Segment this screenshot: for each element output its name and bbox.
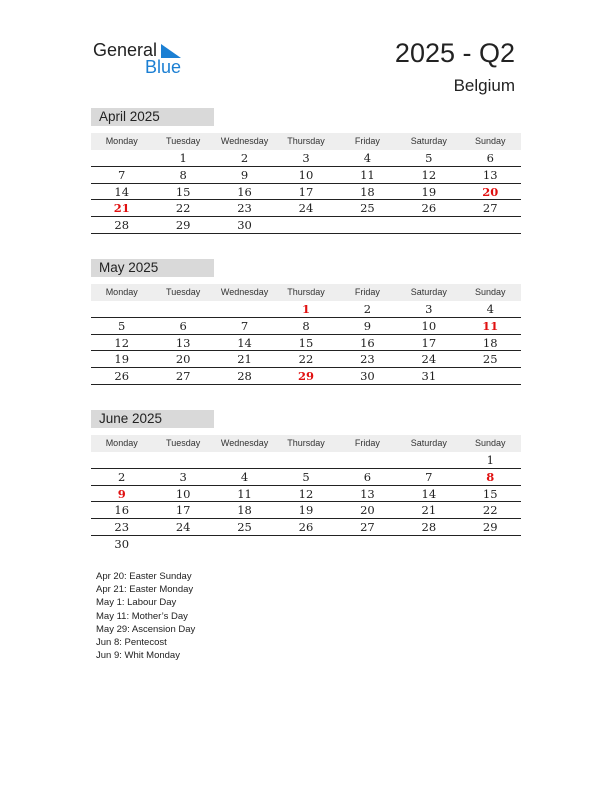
holiday-note: Apr 20: Easter Sunday (96, 571, 192, 582)
day-cell (398, 536, 459, 553)
holiday-note: May 11: Mother’s Day (96, 610, 188, 622)
day-cell: 7 (118, 167, 126, 182)
month-title: June 2025 (91, 410, 214, 428)
day-cell: 22 (482, 503, 498, 518)
day-cell: 6 (179, 318, 187, 333)
day-cell: 25 (482, 352, 498, 367)
day-cell (460, 217, 521, 233)
week-row (91, 335, 521, 352)
day-cell: 15 (175, 184, 191, 199)
week-row (91, 167, 521, 184)
week-row (91, 502, 521, 519)
month-title: May 2025 (91, 259, 214, 277)
day-cell: 5 (425, 151, 433, 165)
weekday-label: Sunday (474, 136, 506, 146)
logo-triangle-icon (161, 44, 181, 58)
day-cell (214, 301, 275, 317)
day-cell: 11 (237, 486, 252, 501)
weekday-header-row (91, 284, 521, 301)
weekday-header-row (91, 133, 521, 150)
day-cell: 28 (237, 369, 252, 384)
weekday-label: Saturday (410, 287, 447, 297)
holiday-notes (96, 570, 195, 662)
day-cell: 24 (175, 520, 191, 535)
day-cell (275, 536, 336, 553)
day-cell: 17 (175, 503, 191, 518)
day-cell: 29 (175, 218, 191, 233)
month-title: April 2025 (91, 108, 214, 126)
month-may (91, 259, 521, 385)
day-cell: 17 (421, 335, 437, 350)
day-cell: 2 (240, 151, 249, 165)
day-cell: 24 (421, 352, 437, 367)
day-cell: 12 (421, 167, 437, 182)
holiday-note: Apr 21: Easter Monday (96, 584, 194, 596)
day-cell: 23 (114, 520, 130, 535)
weekday-label: Thursday (287, 438, 325, 448)
day-cell: 5 (302, 469, 310, 484)
weekday-label: Monday (105, 438, 138, 448)
weekday-label: Friday (354, 136, 380, 146)
day-cell: 9 (240, 167, 249, 182)
day-cell: 12 (298, 486, 314, 501)
weekday-label: Wednesday (220, 136, 269, 146)
day-cell: 11 (360, 167, 375, 182)
day-cell (398, 217, 459, 233)
week-row (91, 519, 521, 536)
weekday-label: Monday (105, 287, 138, 297)
holiday-day-cell: 1 (301, 302, 310, 316)
day-cell: 20 (175, 352, 191, 367)
day-cell: 26 (298, 520, 314, 535)
holiday-note: May 1: Labour Day (96, 597, 177, 609)
day-cell: 21 (237, 352, 252, 367)
day-cell: 18 (237, 503, 252, 518)
day-cell (91, 150, 152, 166)
day-cell (91, 301, 152, 317)
weekday-label: Saturday (410, 438, 447, 448)
day-cell: 6 (486, 151, 494, 165)
day-cell: 30 (360, 369, 375, 384)
day-cell: 10 (175, 486, 191, 501)
week-row (91, 486, 521, 503)
week-row (91, 301, 521, 318)
day-cell: 30 (237, 218, 252, 233)
day-cell: 8 (179, 167, 187, 182)
holiday-day-cell: 11 (482, 318, 499, 333)
weekday-label: Monday (105, 136, 138, 146)
weekday-label: Wednesday (220, 287, 269, 297)
day-cell (337, 217, 398, 233)
day-cell: 28 (114, 218, 130, 233)
logo (93, 40, 193, 80)
day-cell: 24 (298, 201, 314, 216)
week-row (91, 351, 521, 368)
day-cell (214, 452, 275, 468)
day-cell: 13 (360, 486, 375, 501)
week-row (91, 217, 521, 234)
day-cell: 27 (482, 201, 498, 216)
day-cell: 16 (114, 503, 130, 518)
day-cell: 26 (421, 201, 437, 216)
day-cell: 21 (421, 503, 437, 518)
day-cell: 25 (360, 201, 375, 216)
weekday-label: Thursday (287, 136, 325, 146)
day-cell: 7 (425, 469, 433, 484)
day-cell: 19 (421, 184, 437, 199)
day-cell: 3 (425, 302, 433, 316)
weekday-label: Thursday (287, 287, 325, 297)
week-row (91, 150, 521, 167)
day-cell: 1 (179, 151, 187, 165)
day-cell: 30 (114, 536, 130, 551)
day-cell: 28 (421, 520, 437, 535)
weekday-label: Tuesday (166, 287, 201, 297)
day-cell: 3 (179, 469, 187, 484)
holiday-day-cell: 29 (297, 369, 314, 384)
quarter-title: 2025 - Q2 (394, 38, 515, 68)
holiday-day-cell: 20 (482, 184, 499, 199)
month-june (91, 410, 521, 553)
weekday-label: Tuesday (166, 438, 201, 448)
week-row (91, 318, 521, 335)
week-row (91, 536, 521, 553)
day-cell: 19 (298, 503, 314, 518)
weekday-label: Tuesday (166, 136, 201, 146)
week-row (91, 452, 521, 469)
day-cell: 18 (360, 184, 375, 199)
day-cell: 2 (118, 469, 126, 484)
day-cell: 13 (175, 335, 191, 350)
day-cell: 2 (363, 302, 372, 316)
day-cell: 23 (237, 201, 252, 216)
day-cell: 15 (482, 486, 498, 501)
week-row (91, 184, 521, 201)
day-cell: 14 (237, 335, 252, 350)
day-cell (398, 452, 459, 468)
weekday-label: Friday (354, 287, 380, 297)
day-cell: 15 (298, 335, 314, 350)
day-cell: 13 (482, 167, 498, 182)
holiday-day-cell: 21 (113, 201, 130, 216)
day-cell (460, 536, 521, 553)
weekday-header-row (91, 435, 521, 452)
day-cell (337, 536, 398, 553)
week-row (91, 200, 521, 217)
day-cell: 22 (175, 201, 191, 216)
logo-general-text: General (93, 40, 158, 60)
logo-blue-text: Blue (145, 57, 182, 77)
day-cell: 16 (237, 184, 252, 199)
holiday-note: Jun 9: Whit Monday (96, 650, 180, 662)
day-cell: 22 (298, 352, 314, 367)
country-name: Belgium (453, 76, 515, 95)
day-cell: 3 (302, 151, 310, 165)
day-cell: 10 (298, 167, 314, 182)
holiday-day-cell: 8 (486, 469, 495, 484)
day-cell: 5 (118, 318, 126, 333)
day-cell (152, 301, 213, 317)
day-cell: 9 (363, 318, 372, 333)
day-cell (460, 368, 521, 384)
holiday-note: May 29: Ascension Day (96, 623, 196, 635)
day-cell: 31 (421, 369, 437, 384)
day-cell: 4 (486, 302, 494, 316)
day-cell: 26 (114, 369, 130, 384)
day-cell (152, 536, 213, 553)
day-cell: 23 (360, 352, 375, 367)
week-row (91, 469, 521, 486)
day-cell (214, 536, 275, 553)
holiday-day-cell: 9 (117, 486, 126, 501)
week-row (91, 368, 521, 385)
day-cell (275, 217, 336, 233)
day-cell: 18 (482, 335, 498, 350)
day-cell: 17 (298, 184, 314, 199)
day-cell: 16 (360, 335, 375, 350)
day-cell: 27 (175, 369, 191, 384)
day-cell (152, 452, 213, 468)
day-cell: 1 (486, 453, 494, 467)
weekday-label: Sunday (474, 287, 506, 297)
day-cell (275, 452, 336, 468)
weekday-label: Sunday (474, 438, 506, 448)
day-cell: 19 (114, 352, 130, 367)
month-april (91, 108, 521, 234)
day-cell: 14 (114, 184, 130, 199)
day-cell: 7 (240, 318, 249, 333)
day-cell: 14 (421, 486, 437, 501)
weekday-label: Friday (354, 438, 380, 448)
day-cell (337, 452, 398, 468)
day-cell: 10 (421, 318, 437, 333)
day-cell: 25 (237, 520, 252, 535)
day-cell: 29 (482, 520, 498, 535)
weekday-label: Wednesday (220, 438, 269, 448)
holiday-note: Jun 8: Pentecost (96, 636, 167, 648)
day-cell: 4 (240, 469, 249, 484)
day-cell (91, 452, 152, 468)
day-cell: 8 (302, 318, 310, 333)
day-cell: 12 (114, 335, 130, 350)
day-cell: 20 (360, 503, 375, 518)
day-cell: 6 (363, 469, 372, 484)
day-cell: 27 (360, 520, 375, 535)
weekday-label: Saturday (410, 136, 447, 146)
day-cell: 4 (363, 151, 372, 165)
